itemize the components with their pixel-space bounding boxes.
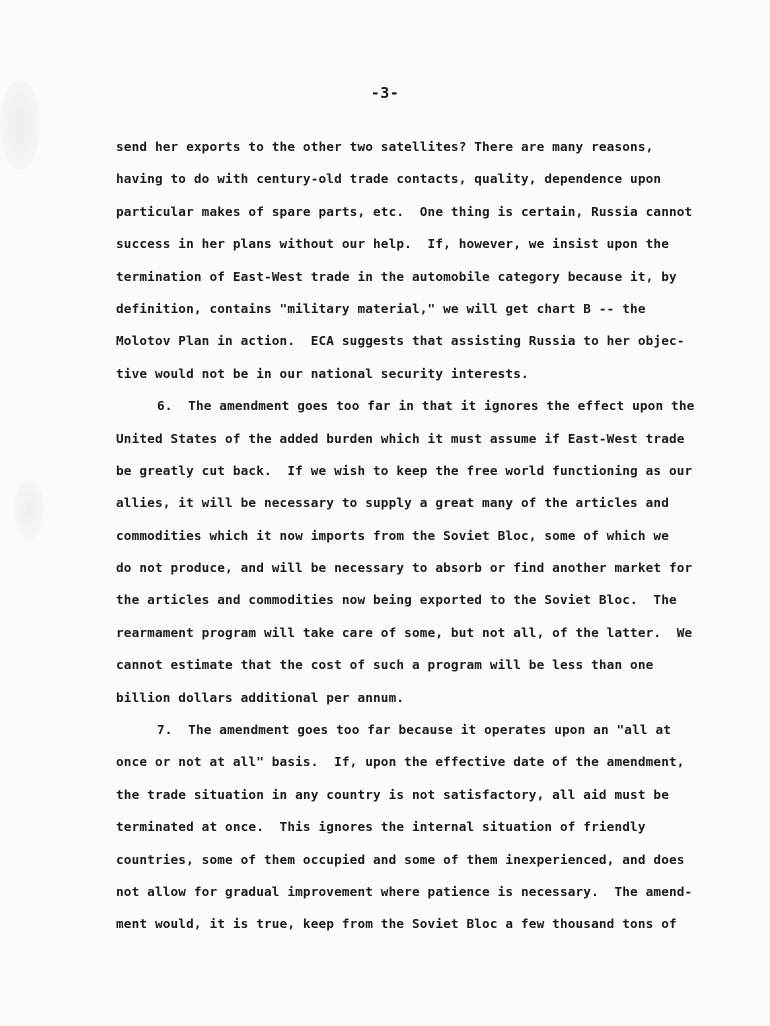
text-line: the articles and commodities now being exported to the Soviet Bloc. The [116, 592, 677, 608]
paper-smudge [14, 480, 44, 540]
text-line: be greatly cut back. If we wish to keep the free world functioning as our [116, 462, 693, 478]
text-line: success in her plans without our help. If, however, we insist upon the [116, 236, 669, 252]
text-line: particular makes of spare parts, etc. One thing is certain, Russia cannot [116, 203, 693, 219]
body-text [116, 131, 716, 941]
text-line: tive would not be in our national security interests. [116, 365, 529, 381]
text-line: the trade situation in any country is not satisfactory, all aid must be [116, 786, 669, 802]
text-line: United States of the added burden which it must assume if East-West trade [116, 430, 685, 446]
text-line: billion dollars additional per annum. [116, 689, 405, 705]
text-line: not allow for gradual improvement where patience is necessary. The amend- [116, 883, 693, 899]
paragraph-start-line: 6. The amendment goes too far in that it ignores the effect upon the [157, 398, 695, 414]
text-line: allies, it will be necessary to supply a great many of the articles and [116, 495, 669, 511]
paragraph-start-line: 7. The amendment goes too far because it operates upon an "all at [157, 722, 672, 738]
page-number: -3- [370, 84, 400, 102]
text-line: having to do with century-old trade contacts, quality, dependence upon [116, 171, 662, 187]
text-line: terminated at once. This ignores the internal situation of friendly [116, 819, 646, 835]
text-line: cannot estimate that the cost of such a program will be less than one [116, 657, 654, 673]
text-line: countries, some of them occupied and some of them inexperienced, and does [116, 851, 685, 867]
text-line: termination of East-West trade in the automobile category because it, by [116, 268, 677, 284]
text-line: once or not at all" basis. If, upon the effective date of the amendment, [116, 754, 685, 770]
text-line: rearmament program will take care of some, but not all, of the latter. We [116, 624, 693, 640]
text-line: definition, contains "military material," we will get chart B -- the [116, 300, 646, 316]
text-line: Molotov Plan in action. ECA suggests that assisting Russia to her objec- [116, 333, 685, 349]
text-line: send her exports to the other two satellites? There are many reasons, [116, 139, 654, 154]
text-line: do not produce, and will be necessary to absorb or find another market for [116, 560, 693, 576]
text-line: ment would, it is true, keep from the Soviet Bloc a few thousand tons of [116, 916, 677, 932]
text-line: commodities which it now imports from the Soviet Bloc, some of which we [116, 527, 669, 543]
